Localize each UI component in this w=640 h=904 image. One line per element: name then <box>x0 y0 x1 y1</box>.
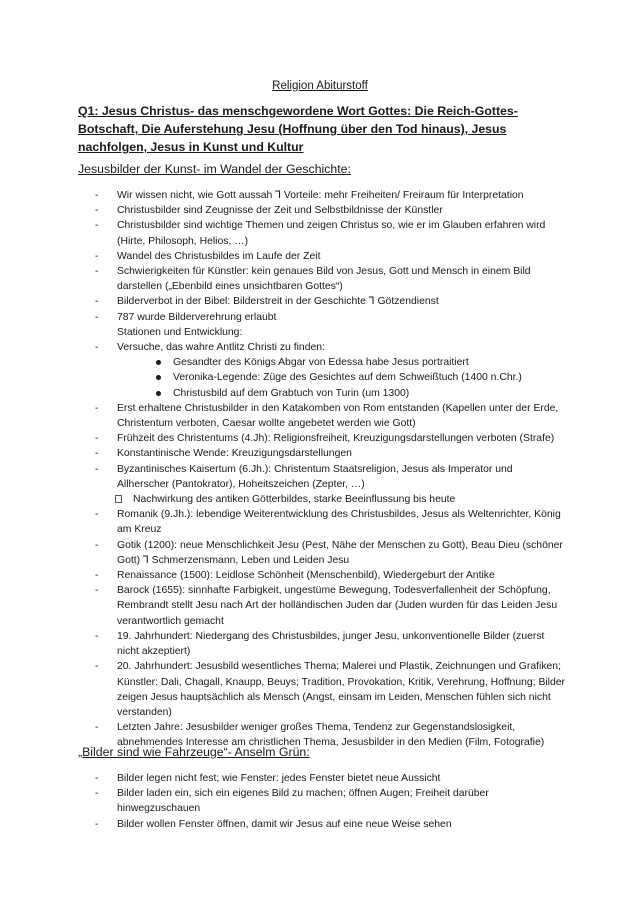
list-item: - Christusbilder sind Zeugnisse der Zeit und Selbstbildnisse der Künstler <box>95 205 443 217</box>
list-item: - Schwierigkeiten für Künstler: kein genaues Bild von Jesus, Gott und Mensch in einem Bild darstellen („Ebenbild eines unsichtbaren Gottes“) <box>95 266 531 293</box>
list-item: - Gotik (1200): neue Menschlichkeit Jesu (Pest, Nähe der Menschen zu Gott), Beau Dieu (schöner Gott) ⅂ Schmerzensmann, Leben und Leiden Jesu <box>95 539 563 566</box>
list-item: - Frühzeit des Christentums (4.Jh): Religionsfreiheit, Kreuzigungsdarstellungen verboten (Strafe) <box>95 433 555 445</box>
list-item: - Christusbilder sind wichtige Themen und zeigen Christus so, wie er im Glauben erfahren wird (Hirte, Philosoph, Helios, …) <box>95 220 546 247</box>
list-item: - Bilder legen nicht fest; wie Fenster: jedes Fenster bietet neue Aussicht <box>95 773 441 784</box>
list-item: - Konstantinische Wende: Kreuzigungsdarstellungen <box>95 448 352 460</box>
list-item: - Letzten Jahre: Jesusbilder weniger großes Thema, Tendenz zur Gegenstandslosigkeit, abnehmendes Interesse am christlichen Thema, Jesusbilder in den Medien (Film, Fotografie) <box>95 722 545 749</box>
list-item: - Wir wissen nicht, wie Gott aussah ⅂ Vorteile: mehr Freiheiten/ Freiraum für Interpretation <box>95 190 524 201</box>
bullet-icon <box>156 375 161 380</box>
list-item: - Romanik (9.Jh.): lebendige Weiterentwicklung des Christusbildes, Jesus als Weltenrichter, König am Kreuz <box>95 509 561 536</box>
list-item: - Renaissance (1500): Leidlose Schönheit (Menschenbild), Wiedergeburt der Antike <box>95 570 495 582</box>
jesusbilder-list <box>95 188 565 751</box>
list-item: - Byzantinisches Kaisertum (6.Jh.): Christentum Staatsreligion, Jesus als Imperator und Allherscher (Pantokrator), Hoheitszeichen (Zepter, …) <box>95 463 513 490</box>
sub-list-item: Gesandter des Königs Abgar von Edessa habe Jesus portraitiert <box>117 355 565 370</box>
topic-heading: Q1: Jesus Christus- das menschgewordene Wort Gottes: Die Reich-Gottes-Botschaft, Die Auferstehung Jesu (Hoffnung über den Tod hinaus), Jesus nachfolgen, Jesus in Kunst und Kultur <box>78 104 518 154</box>
arrow-bullet-icon <box>115 495 122 503</box>
list-item: - Erst erhaltene Christusbilder in den Katakomben von Rom entstanden (Kapellen unter der Erde, Christentum verboten, Caesar wollte angebetet werden wie Gott) <box>95 402 559 430</box>
list-item: - Bilder wollen Fenster öffnen, damit wir Jesus auf eine neue Weise sehen <box>95 818 452 830</box>
list-item-arrow: Nachwirkung des antiken Götterbildes, starke Beeinflussung bis heute <box>95 492 565 507</box>
sub-list-item: Christusbild auf dem Grabtuch von Turin (um 1300) <box>117 386 565 401</box>
sub-list-item: Veronika-Legende: Züge des Gesichtes auf dem Schweißtuch (1400 n.Chr.) <box>117 370 565 385</box>
list-item: - Bilder laden ein, sich ein eigenes Bild zu machen; öffnen Augen; Freiheit darüber hinwegzuschauen <box>95 788 489 815</box>
list-item: - Bilderverbot in der Bibel: Bilderstreit in der Geschichte ⅂ Götzendienst <box>95 296 439 308</box>
section-heading-fahrzeuge: „Bilder sind wie Fahrzeuge“- Anselm Grün: <box>78 745 310 759</box>
section-heading-jesusbilder: Jesusbilder der Kunst- im Wandel der Geschichte: <box>78 162 351 176</box>
fahrzeuge-list <box>95 771 565 832</box>
list-item: - Wandel des Christusbildes im Laufe der Zeit <box>95 250 321 262</box>
list-item: - 787 wurde Bilderverehrung erlaubt <box>95 311 277 323</box>
list-item: - Barock (1655): sinnhafte Farbigkeit, ungestüme Bewegung, Todesverfallenheit der Schöpfung, Rembrandt stellt Jesu nach Art der holländischen Juden dar (Juden wurden für das Leiden Jesu verantwortlich gemacht <box>95 585 558 627</box>
list-item: - 20. Jahrhundert: Jesusbild wesentliches Thema; Malerei und Plastik, Zeichnungen und Grafiken; Künstler: Dali, Chagall, Knaupp, Beuys; Tradition, Provokation, Kritik, Verehrung, Hoffnung; Bilder zeigen Jesus hauptsächlich als Mensch (Angst, einsam im Leiden, Menschen fühlen sich nicht verstanden) <box>95 661 566 718</box>
list-item: - Versuche, das wahre Antlitz Christi zu finden: Gesandter des Königs Abgar von Edessa habe Jesus portraitiert Veronika-Legende: Züge des Gesichtes auf dem Schweißtuch (1400 n.Chr.) Christusbild auf dem Grabtuch von Turin (um 1300) <box>95 340 565 401</box>
document-title: Religion Abiturstoff <box>272 80 368 92</box>
list-item: - 19. Jahrhundert: Niedergang des Christusbildes, junger Jesu, unkonventionelle Bilder (zuerst nicht akzeptiert) <box>95 630 545 658</box>
antlitz-sublist <box>117 355 565 401</box>
list-item-continuation: Stationen und Entwicklung: <box>117 326 243 338</box>
bullet-icon <box>156 360 161 365</box>
bullet-icon <box>156 391 161 396</box>
